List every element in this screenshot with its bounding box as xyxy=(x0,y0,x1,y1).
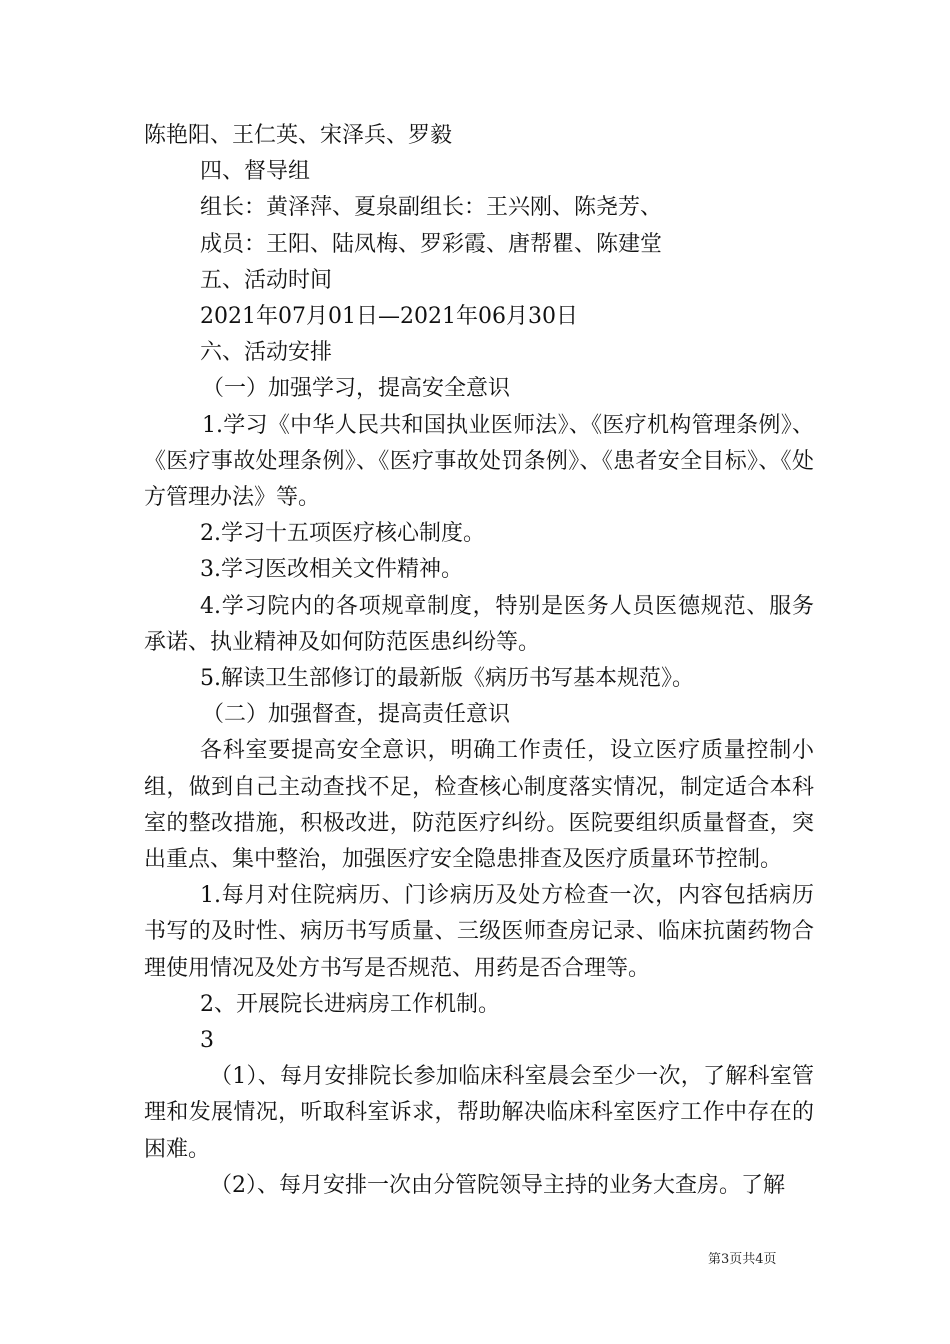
list-item-medical-records-spec: 5.解读卫生部修订的最新版《病历书写基本规范》。 xyxy=(200,666,694,692)
page-number-footer: 第3页共4页 xyxy=(708,1252,777,1267)
subheading-strengthen-learning: （一）加强学习，提高安全意识 xyxy=(202,376,511,402)
paragraph-names-continued: 陈艳阳、王仁英、宋泽兵、罗毅 xyxy=(144,123,453,148)
heading-activity-time: 五、活动时间 xyxy=(200,267,333,293)
list-item-director-ward-visits: 2、开展院长进病房工作机制。 xyxy=(200,991,500,1017)
list-item-core-systems: 2.学习十五项医疗核心制度。 xyxy=(200,521,485,547)
list-item-number-3: 3 xyxy=(200,1028,214,1054)
list-item-reform-documents: 3.学习医改相关文件精神。 xyxy=(200,557,463,583)
paragraph-activity-dates: 2021年07月01日—2021年06月30日 xyxy=(200,304,578,330)
list-item-hospital-rules: 4.学习院内的各项规章制度，特别是医务人员医德规范、服务承诺、执业精神及如何防范医患纠纷等。 xyxy=(144,593,814,655)
document-body xyxy=(144,118,814,1204)
heading-activity-arrangement: 六、活动安排 xyxy=(200,340,333,366)
list-item-study-laws: 1.学习《中华人民共和国执业医师法》、《医疗机构管理条例》、《医疗事故处理条例》、《医疗事故处罚条例》、《患者安全目标》、《处方管理办法》等。 xyxy=(144,412,814,511)
subheading-strengthen-supervision: （二）加强督查，提高责任意识 xyxy=(202,702,511,728)
paragraph-group-leaders: 组长：黄泽萍、夏泉副组长：王兴刚、陈尧芳、 xyxy=(200,195,663,221)
list-item-monthly-inspection: 1.每月对住院病历、门诊病历及处方检查一次，内容包括病历书写的及时性、病历书写质量、三级医师查房记录、临床抗菌药物合理使用情况及处方书写是否规范、用药是否合理等。 xyxy=(144,883,814,981)
paragraph-group-members: 成员：王阳、陆凤梅、罗彩霞、唐帮瞿、陈建堂 xyxy=(200,231,663,257)
paragraph-department-responsibility: 各科室要提高安全意识，明确工作责任，设立医疗质量控制小组，做到自己主动查找不足，检查核心制度落实情况，制定适合本科室的整改措施，积极改进，防范医疗纠纷。医院要组织质量督查，突出重点、集中整治，加强医疗安全隐患排查及医疗质量环节控制。 xyxy=(144,738,814,873)
sub-item-1-morning-meetings: （1）、每月安排院长参加临床科室晨会至少一次，了解科室管理和发展情况，听取科室诉求，帮助解决临床科室医疗工作中存在的困难。 xyxy=(144,1064,814,1162)
sub-item-2-grand-rounds: （2）、每月安排一次由分管院领导主持的业务大查房。了解 xyxy=(210,1172,785,1198)
heading-supervision-group: 四、督导组 xyxy=(200,159,311,185)
